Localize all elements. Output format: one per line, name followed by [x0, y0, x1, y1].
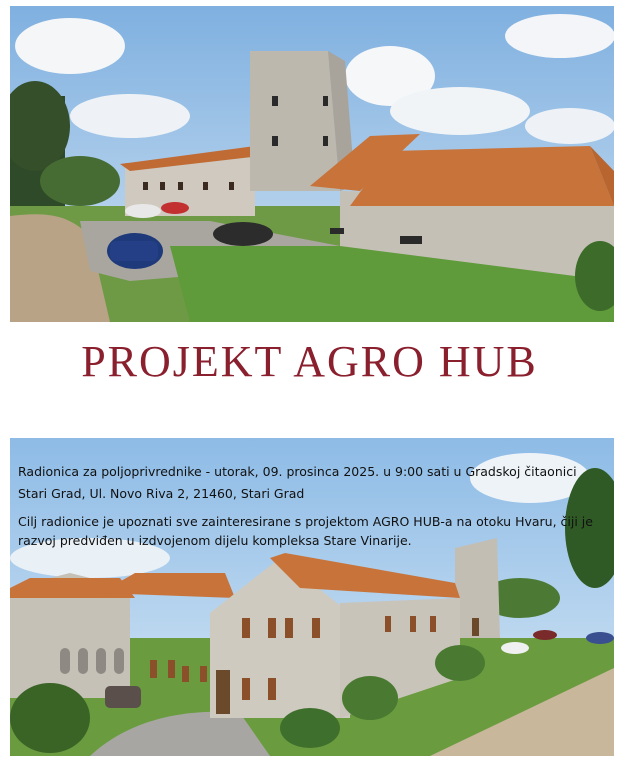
page-title: PROJEKT AGRO HUB: [81, 337, 538, 386]
event-address-line: Stari Grad, Ul. Novo Riva 2, 21460, Stari Grad: [18, 486, 305, 501]
top-architectural-render: [10, 6, 614, 322]
event-details-line: Radionica za poljoprivrednike - utorak, 09. prosinca 2025. u 9:00 sati u Gradskoj čitaonici: [18, 464, 577, 479]
workshop-goal-text: Cilj radionice je upoznati sve zainteresirane s projektom AGRO HUB-a na otoku Hvaru, čiji je razvoj predviđen u izdvojenom dijelu kompleksa Stare Vinarije.: [18, 514, 593, 548]
